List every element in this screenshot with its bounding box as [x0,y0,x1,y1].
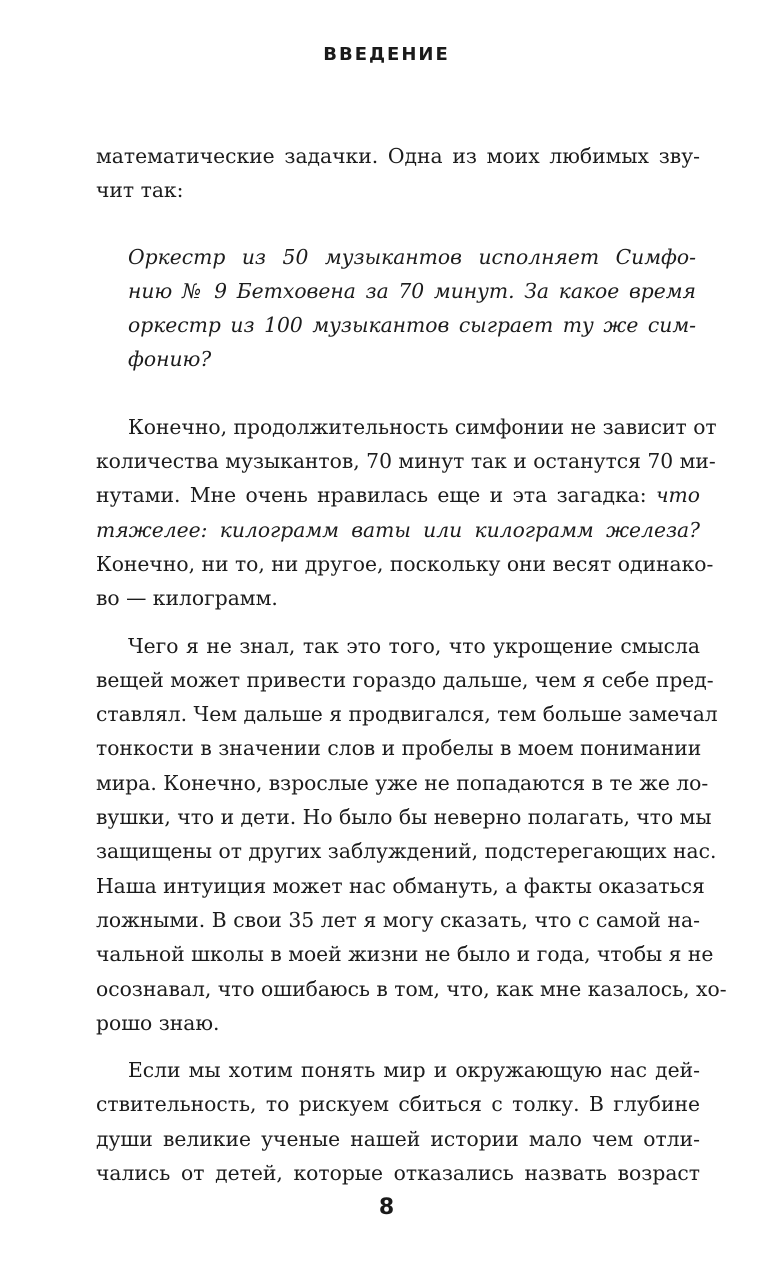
text-line: мира. Конечно, взрослые уже не попадаются в те же ло- [96,770,709,795]
text-line: рошо знаю. [96,1010,220,1035]
body-text [96,139,727,1190]
text-line: души великие ученые нашей истории мало чем отли- [96,1126,700,1151]
text-line: во — килограмм. [96,586,278,611]
text-line [96,513,700,547]
text-line [96,478,700,512]
italic-run: тяжелее: килограмм ваты или килограмм железа? [96,517,700,542]
text-line: ствительность, то рискуем сбиться с толку. В глубине [96,1092,700,1117]
running-title: ВВЕДЕНИЕ [323,44,450,65]
text-line: защищены от других заблуждений, подстерегающих нас. [96,839,717,864]
text-line: вушки, что и дети. Но было бы неверно полагать, что мы [96,805,712,830]
text-line: Если мы хотим понять мир и окружающую нас дей- [128,1058,700,1083]
text-line: Наша интуиция может нас обмануть, а факты оказаться [96,873,705,898]
text-line: ставлял. Чем дальше я продвигался, тем больше замечал [96,702,718,727]
paragraph-continuation [96,139,700,208]
text-line: тонкости в значении слов и пробелы в моем понимании [96,736,702,761]
page-number: 8 [378,1195,395,1220]
text-line: чались от детей, которые отказались назвать возраст [96,1161,700,1186]
text-line: ложными. В свои 35 лет я могу сказать, что с самой на- [96,907,700,932]
quote-line: нию № 9 Бетховена за 70 минут. За какое время [128,278,696,303]
text-run: нутами. Мне очень нравилась еще и эта загадка: [96,483,656,508]
text-line: Чего я не знал, так это того, что укрощение смысла [128,633,700,658]
block-quote [96,240,700,377]
paragraph [96,1053,700,1190]
text-line: чит так: [96,178,184,203]
quote-line: оркестр из 100 музыкантов сыграет ту же сим- [128,313,696,338]
italic-run: что [655,483,700,508]
quote-line: Оркестр из 50 музыкантов исполняет Симфо- [128,244,696,269]
text-line: математические задачки. Одна из моих любимых зву- [96,144,700,168]
quote-line: фонию? [128,347,212,372]
text-line: чальной школы в моей жизни не было и года, чтобы я не [96,942,714,967]
text-line: Конечно, ни то, ни другое, поскольку они весят одинако- [96,551,714,576]
text-line: вещей может привести гораздо дальше, чем я себе пред- [96,667,714,692]
text-line: Конечно, продолжительность симфонии не зависит от [128,414,717,439]
paragraph [96,629,727,1041]
paragraph [96,410,717,616]
text-line: осознавал, что ошибаюсь в том, что, как мне казалось, хо- [96,976,727,1001]
text-line: количества музыкантов, 70 минут так и останутся 70 ми- [96,449,716,474]
